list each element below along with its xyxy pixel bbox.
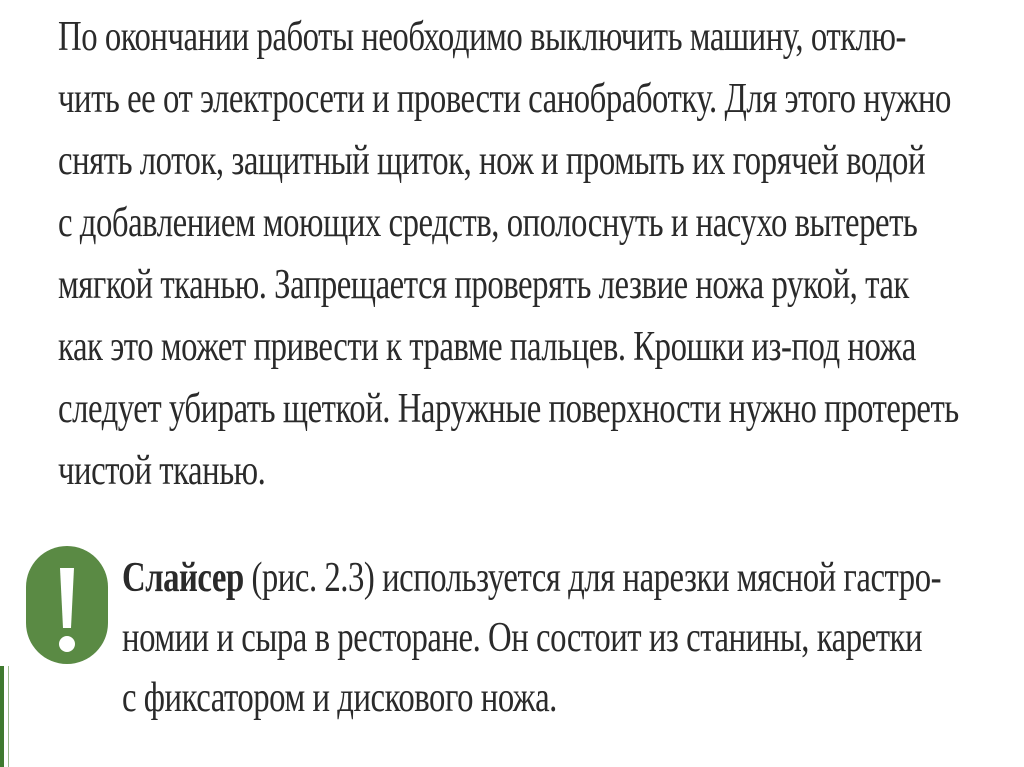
text-line: номии и сыра в ресторане. Он состоит из станины, каретки — [122, 615, 923, 661]
paragraph-sanitation — [58, 6, 988, 502]
paragraph-slicer — [122, 548, 1002, 728]
text-line: следует убирать щеткой. Наружные поверхности нужно протереть — [58, 386, 959, 432]
text-fragment: (рис. 2.3) используется для нарезки мясной гастро- — [243, 555, 942, 601]
margin-rule — [8, 666, 9, 767]
text-line — [122, 548, 942, 608]
text-line: с добавлением моющих средств, ополоснуть и насухо вытереть — [58, 200, 918, 246]
text-line: По окончании работы необходимо выключить машину, отклю- — [58, 14, 906, 60]
text-line: с фиксатором и дискового ножа. — [122, 675, 557, 721]
text-line: как это может привести к травме пальцев. Крошки из-под ножа — [58, 324, 916, 370]
text-line: чистой тканью. — [58, 448, 266, 494]
text-line: снять лоток, защитный щиток, нож и промыть их горячей водой — [58, 138, 926, 184]
text-line: чить ее от электросети и провести санобработку. Для этого нужно — [58, 76, 951, 122]
margin-bar — [0, 666, 4, 767]
text-line: мягкой тканью. Запрещается проверять лезвие ножа рукой, так — [58, 262, 909, 308]
term-slicer: Слайсер — [122, 555, 244, 601]
exclamation-icon — [26, 546, 108, 664]
